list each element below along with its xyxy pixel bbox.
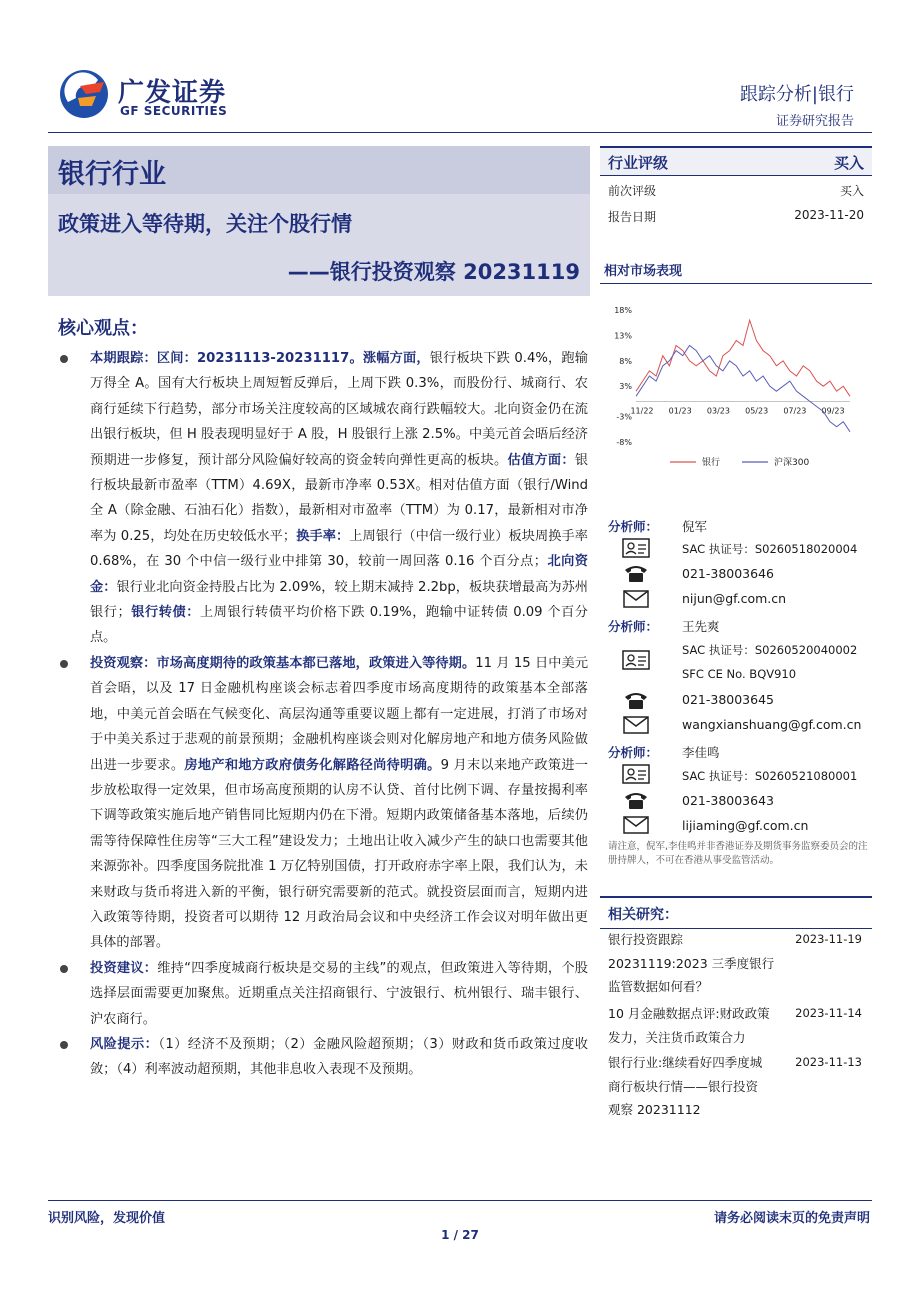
gf-logo-icon bbox=[58, 68, 110, 120]
y-tick-label: 18% bbox=[614, 306, 632, 315]
phone-icon bbox=[622, 790, 650, 810]
y-tick-label: -8% bbox=[616, 438, 632, 447]
related-item-line: 银行投资跟踪 bbox=[608, 932, 684, 947]
footer-divider bbox=[48, 1200, 872, 1201]
report-type: 跟踪分析|银行 bbox=[739, 84, 854, 105]
bullet-text: 区间： bbox=[156, 351, 197, 366]
related-item-line: 商行板块行情——银行投资 bbox=[608, 1078, 759, 1094]
bullet-heading: 北向资金： bbox=[90, 554, 588, 595]
industry-rating-header bbox=[600, 146, 872, 176]
related-item-date: 2023-11-19 bbox=[795, 932, 862, 946]
email-icon bbox=[622, 715, 650, 735]
analyst-email[interactable]: nijun@gf.com.cn bbox=[682, 591, 787, 606]
rating-label: 行业评级 bbox=[608, 154, 669, 172]
analyst-email[interactable]: wangxianshuang@gf.com.cn bbox=[682, 717, 862, 732]
phone-icon bbox=[622, 563, 650, 583]
series-line-0 bbox=[636, 320, 850, 396]
y-tick-label: 8% bbox=[619, 356, 632, 366]
analyst-disclaimer-note: 请注意，倪军,李佳鸣并非香港证券及期货事务监察委员会的注册持牌人，不可在香港从事受监管活动。 bbox=[608, 841, 868, 866]
bullet-tracking bbox=[58, 346, 588, 651]
y-tick-label: 3% bbox=[619, 382, 632, 392]
x-tick-label: 09/23 bbox=[821, 406, 845, 416]
bullet-observation bbox=[58, 651, 588, 956]
bullet-risk bbox=[58, 1032, 588, 1083]
brand-name-cn: 广发证券 bbox=[118, 78, 227, 108]
related-item-line: 监管数据如何看？ bbox=[608, 979, 709, 994]
x-tick-label: 03/23 bbox=[706, 406, 730, 416]
report-subtype: 证券研究报告 bbox=[775, 114, 854, 129]
series-line-1 bbox=[636, 346, 850, 432]
analyst-sfc: SFC CE No. BQV910 bbox=[682, 667, 797, 681]
related-item-line: 20231119:2023 三季度银行 bbox=[608, 955, 775, 971]
previous-rating-value: 买入 bbox=[839, 184, 864, 198]
analyst-label: 分析师： bbox=[608, 619, 659, 634]
related-item[interactable] bbox=[608, 1051, 790, 1122]
analyst-email[interactable]: lijiaming@gf.com.cn bbox=[682, 818, 809, 833]
bullet-text: 上周银行转债平均价格下跌 0.19%，跑输中证转债 0.09 个百分点。 bbox=[90, 605, 588, 646]
bullet-text: （1）经济不及预期；（2）金融风险超预期；（3）财政和货币政策过度收敛；（4）利率波动超预期，其他非息收入表现不及预期。 bbox=[90, 1036, 589, 1078]
bullet-heading: 估值方面： bbox=[507, 452, 575, 468]
related-item-date: 2023-11-13 bbox=[795, 1055, 862, 1069]
title-block bbox=[48, 146, 590, 296]
analyst-phone: 021-38003643 bbox=[682, 793, 774, 808]
id-card-icon bbox=[622, 650, 650, 670]
footer-disclaimer-link[interactable]: 请务必阅读末页的免责声明 bbox=[713, 1211, 870, 1226]
analyst-sac: SAC 执证号：S0260518020004 bbox=[682, 542, 858, 556]
analyst-label: 分析师： bbox=[608, 745, 659, 760]
email-icon bbox=[622, 589, 650, 609]
bullet-heading: 房地产和地方政府债务化解路径尚待明确。 bbox=[184, 757, 441, 773]
bullet-heading: 银行转债： bbox=[130, 605, 200, 621]
header-divider bbox=[48, 132, 872, 133]
legend-label: 银行 bbox=[702, 458, 721, 468]
analyst-label: 分析师： bbox=[608, 519, 659, 534]
core-views-body bbox=[58, 346, 588, 1083]
bullet-heading: 本期跟踪： bbox=[90, 351, 157, 366]
bullet-heading: 20231113-20231117。涨幅方面， bbox=[197, 351, 430, 366]
previous-rating-label: 前次评级 bbox=[608, 184, 657, 198]
related-item[interactable] bbox=[608, 1002, 790, 1049]
id-card-icon bbox=[622, 538, 650, 558]
bullet-text: 上周银行（中信一级行业）板块周换手率 0.68%，在 30 个中信一级行业中排第 30，较前一周回落 0.16 个百分点； bbox=[90, 528, 588, 570]
report-date-label: 报告日期 bbox=[608, 210, 657, 224]
rating-value: 买入 bbox=[833, 154, 864, 172]
bullet-text: 9 月末以来地产政策进一步放松取得一定效果，但市场高度预期的认房不认贷、首付比例下调、存量按揭利率下调等政策实施后地产销售同比短期内仍在下滑。短期内政策储备基本落地，后续仍需等待保障性住房等“三大工程”建设发力；土地出让收入减少产生的缺口也需要其他来源弥补。四季度国务院批准 1 万亿特别国债，打开政府赤字率上限，我们认为，未来财政与货币将进入新的平衡，银行研究需要新的范式。就投资层面而言，短期内进入政策等待期，投资者可以期待 12 月政治局会议和中央经济工作会议对明年做出更具体的部署。 bbox=[90, 757, 588, 951]
x-tick-label: 05/23 bbox=[745, 406, 769, 416]
phone-icon bbox=[622, 690, 650, 710]
analyst-name: 李佳鸣 bbox=[682, 745, 720, 760]
sector-title: 银行行业 bbox=[58, 159, 166, 190]
bullet-heading: 换手率： bbox=[296, 528, 350, 544]
bullet-text: 维持“四季度城商行板块是交易的主线”的观点，但政策进入等待期，个股选择层面需要更加聚焦。近期重点关注招商银行、宁波银行、杭州银行、瑞丰银行、沪农商行。 bbox=[90, 960, 588, 1027]
analyst-sac: SAC 执证号：S0260520040002 bbox=[682, 643, 858, 657]
analyst-phone: 021-38003645 bbox=[682, 692, 774, 707]
x-tick-label: 01/23 bbox=[668, 406, 692, 416]
legend-label: 沪深300 bbox=[774, 458, 810, 468]
bullet-text: 银行业北向资金持股占比为 2.09%，较上期末减持 2.2bp，板块获增最高为苏州银行； bbox=[90, 579, 588, 621]
analyst-name: 王先爽 bbox=[682, 619, 720, 634]
related-item[interactable] bbox=[608, 928, 790, 999]
market-performance-title: 相对市场表现 bbox=[600, 260, 872, 284]
related-item-line: 银行行业:继续看好四季度城 bbox=[608, 1055, 763, 1070]
report-date-value: 2023-11-20 bbox=[794, 208, 864, 222]
bullet-advice bbox=[58, 956, 588, 1032]
y-tick-label: -3% bbox=[616, 412, 632, 422]
core-views-title: 核心观点： bbox=[58, 318, 148, 339]
bullet-heading: 投资建议： bbox=[90, 960, 158, 976]
bullet-text: 11 月 15 日中美元首会晤，以及 17 日金融机构座谈会标志着四季度市场高度期待的政策基本全部落地，中美元首会晤在气候变化、高层沟通等重要议题上都有一定进展，打消了市场对于中美关系过于悲观的前景预期；金融机构座谈会则对化解房地产和地方债务风险做出进一步要求。 bbox=[90, 655, 589, 773]
y-tick-label: 13% bbox=[614, 331, 632, 341]
x-tick-label: 11/22 bbox=[630, 406, 654, 416]
id-card-icon bbox=[622, 764, 650, 784]
related-item-line: 10 月金融数据点评:财政政策 bbox=[608, 1006, 770, 1021]
analyst-phone: 021-38003646 bbox=[682, 566, 774, 581]
analyst-name: 倪军 bbox=[682, 519, 708, 534]
bullet-heading: 投资观察：市场高度期待的政策基本都已落地，政策进入等待期。 bbox=[90, 655, 476, 671]
related-item-line: 发力，关注货币政策合力 bbox=[608, 1029, 746, 1045]
relative-performance-chart bbox=[600, 300, 872, 480]
brand-logo bbox=[58, 68, 248, 124]
email-icon bbox=[622, 815, 650, 835]
brand-name-en: GF SECURITIES bbox=[120, 104, 228, 118]
related-item-line: 观察 20231112 bbox=[608, 1102, 701, 1117]
bullet-text: 银行板块最新市盈率（TTM）4.69X，最新市净率 0.53X。相对估值方面（银行/Wind 全 A（除金融、石油石化）指数），最新相对市盈率（TTM）为 0.17，最新相对市净率为 0.25，均处在历史较低水平； bbox=[90, 452, 589, 544]
report-headline: 政策进入等待期，关注个股行情 bbox=[58, 212, 352, 236]
bullet-heading: 风险提示： bbox=[90, 1036, 159, 1052]
footer-slogan: 识别风险，发现价值 bbox=[48, 1211, 166, 1226]
bullet-text: 银行板块下跌 0.4%，跑输万得全 A。国有大行板块上周短暂反弹后，上周下跌 0.3%，而股份行、城商行、农商行延续下行趋势，部分市场关注度较高的区域城农商行跌幅较大。北向资金仍在流出银行板块，但 H 股表现明显好于 A 股，H 股银行上涨 2.5%。中美元首会晤后经济预期进一步修复，预计部分风险偏好较高的资金转向弹性更高的板块。 bbox=[90, 351, 588, 468]
x-tick-label: 07/23 bbox=[783, 406, 807, 416]
related-research bbox=[600, 896, 872, 1132]
page-number: 1 / 27 bbox=[441, 1228, 479, 1242]
report-subline: ——银行投资观察 20231119 bbox=[287, 260, 580, 284]
analyst-sac: SAC 执证号：S0260521080001 bbox=[682, 769, 858, 783]
related-research-title: 相关研究： bbox=[608, 907, 678, 923]
related-item-date: 2023-11-14 bbox=[795, 1006, 862, 1020]
